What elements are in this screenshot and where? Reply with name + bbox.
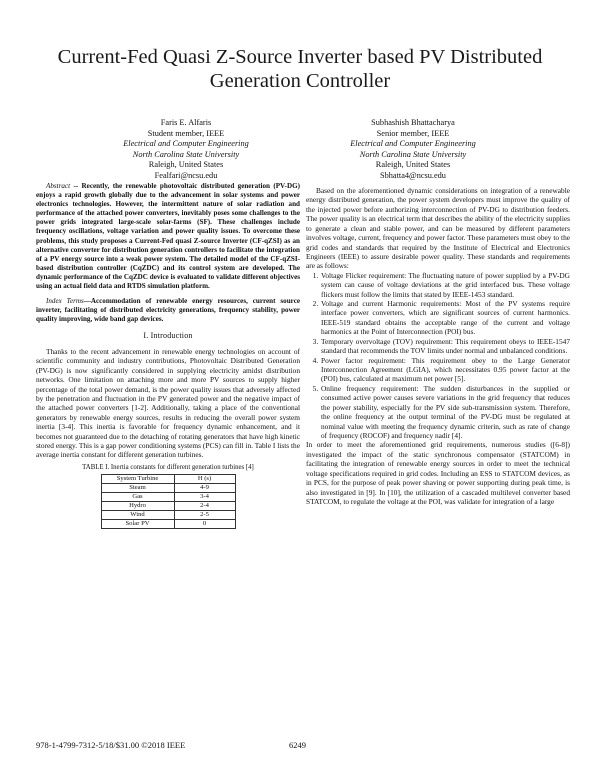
author-block-1: [76, 118, 296, 181]
table-cell: 2-5: [174, 511, 235, 520]
table-cell: Solar PV: [101, 520, 174, 529]
table-header: System Turbine: [101, 475, 174, 484]
table-row: [101, 493, 235, 502]
author-city: Raleigh, United States: [375, 160, 451, 169]
right-closing-paragraph: In order to meet the aforementioned grid requirements, numerous studies ([6-8]) investigated the impact of the static synchronous compensator (STATCOM) in facilitating the integration of renewable energy sources in order to meet the technical voltage specifications required in grid codes. Including an ESS to STATCOM devices, as in PCS, for the purpose of peak power shaving or power supporting during peak time, is also investigated in [9]. In [10], the utilization of a cascaded multilevel converter based STATCOM, to regulate the voltage at the POI, was validate for integration of a large: [306, 440, 570, 506]
table-cell: Hydro: [101, 502, 174, 511]
table-header: H (s): [174, 475, 235, 484]
list-item: 5. Online frequency requirement: The sudden disturbances in the supplied or consumed active power causes severe variations in the grid frequency that reduces the power stability, especially for the PV side sub-transmission system. Therefore, the online frequency at the output terminal of the PV-DG must be regulated at nominal value with meeting the frequency dynamic criterin, such as rate of change of frequency (ROCOF) and frequency nadir [4].: [320, 384, 570, 441]
right-intro-paragraph: Based on the aforementioned dynamic considerations on integration of a renewable energy distributed generation, the power system developers must improve the quality of the injected power before authorizing interconnection of PV-DG to distribution feeders. The power quality is an electrical term that describes the ability of the electricity supplies to generate a clean and stable power, and can be measured by different parameters involves voltage, current, frequency and power factor. These parameters must obey to the grid codes and standards that required by the Institute of Electrical and Electronics Engineers (IEEE) to assure desirable power quality. These standards and requirements are as follows:: [306, 186, 570, 271]
index-terms-lead: Index Terms: [46, 297, 84, 306]
author-dept: Electrical and Computer Engineering: [123, 139, 249, 148]
abstract: [36, 182, 300, 291]
index-terms-text: —Accommodation of renewable energy resources, current source inverter, facilitating of distributed electricity generations, frequency stability, power quality improving, wide band gap devices.: [36, 297, 300, 324]
intro-paragraph: Thanks to the recent advancement in renewable energy technologies on account of scientific community and industry contributions, Photovoltaic Distributed Generation (PV-DG) is now significantly considered in supplying electricity amidst distribution networks. One limitation on attaching more and more PV sources to supply higher percentage of the total power demand, is the power quality issues that adversely affected by the penetration and fluctuation in the PV generated power and the negative impact of the attached power converters [1-2]. Additionally, taking a place of the conventional generators by renewable energy sources, results in reducing the overall power system inertia [3-4]. This inertia is favorable for frequency dynamic enhancement, and it becomes not guaranteed due to the detaching of rotating generators that have high kinetic stored energy. This is a gap power conditioning systems (PCS) can fill in. Table I lists the average inertia constant for different generation turbines.: [36, 346, 300, 460]
list-item: 2. Voltage and current Harmonic requirements: Most of the PV systems require interface power converters, which are significant sources of current harmonics. IEEE-519 standard obtains the acceptable range of the current and voltage harmonics at the Point of Interconnection (POI) bus.: [320, 299, 570, 337]
requirements-list: [306, 271, 570, 441]
author-name: Faris E. Alfaris: [160, 118, 212, 127]
index-terms: [36, 297, 300, 324]
table-header-row: [101, 475, 235, 484]
table-cell: Wind: [101, 511, 174, 520]
list-item: 4. Power factor requirement: This requirement obey to the Large Generator Interconnection Agreement (LGIA), which necessitates 0.95 power factor at the (POI) bus, calculated at maximum net power [5].: [320, 356, 570, 384]
author-city: Raleigh, United States: [148, 160, 224, 169]
author-role: Student member, IEEE: [147, 128, 225, 138]
author-dept: Electrical and Computer Engineering: [350, 139, 476, 148]
abstract-text: -- Recently, the renewable photovoltaic distributed generation (PV-DG) enjoys a rapid growth globally due to the advancement in solar systems and power electronics technologies. However, the intermittent nature of solar radiation and performance of the attached power converters, inevitably poses some challenges to the power grids integrated large-scale solar-farms (SF). These challenges include frequency oscillations, voltage variation and power quality issues. To overcome these problems, this study proposes a Current-Fed quasi Z-source Inverter (CF-qZSI) as an alternative converter for distribution generation controllers to facilitate the integration of a PV energy source into a weak power system. The detailed model of the CF-qZSI-based distribution controller (CqZDC) and its control system are developed. The dynamic performance of the CqZDC device is evaluated to validate different objectives using an actual field data and RTDS simulation platform.: [36, 182, 300, 291]
author-univ: North Carolina State University: [132, 149, 240, 159]
table-cell: 4-9: [174, 484, 235, 493]
list-item: 1. Voltage Flicker requirement: The fluctuating nature of power supplied by a PV-DG system can cause of voltage deviations at the grid interfaced bus. These voltage flickers must follow the limits that stated by IEEE-1453 standard.: [320, 271, 570, 299]
section-heading: I. Introduction: [143, 331, 193, 341]
author-role: Senior member, IEEE: [376, 128, 450, 138]
page-number: 6249: [289, 740, 306, 750]
table-row: [101, 484, 235, 493]
table-cell: 3-4: [174, 493, 235, 502]
author-email: Fealfari@ncsu.edu: [154, 170, 218, 180]
left-column: [36, 182, 300, 529]
table-cell: Gas: [101, 493, 174, 502]
table-row: [101, 502, 235, 511]
table-cell: 0: [174, 520, 235, 529]
table-cell: Steam: [101, 484, 174, 493]
author-name: Subhashish Bhattacharya: [371, 118, 455, 127]
table-caption: TABLE I. Inertia constants for different generation turbines [4]: [82, 463, 254, 471]
inertia-table: [101, 474, 236, 529]
table-row: [101, 511, 235, 520]
author-block-2: [303, 118, 523, 181]
right-column: [306, 186, 570, 506]
paper-title: Current-Fed Quasi Z-Source Inverter based PV Distributed Generation Controller: [57, 46, 543, 92]
table-row: [101, 520, 235, 529]
author-email: Sbhatta4@ncsu.edu: [380, 170, 446, 180]
footer-copyright: 978-1-4799-7312-5/18/$31.00 ©2018 IEEE: [36, 740, 186, 750]
author-univ: North Carolina State University: [359, 149, 467, 159]
abstract-lead: Abstract: [46, 182, 71, 190]
table-cell: 2-4: [174, 502, 235, 511]
list-item: 3. Temporary overvoltage (TOV) requirement: This requirement obeys to IEEE-1547 standard that recommends the TOV limits under normal and unbalanced conditions.: [320, 337, 570, 356]
